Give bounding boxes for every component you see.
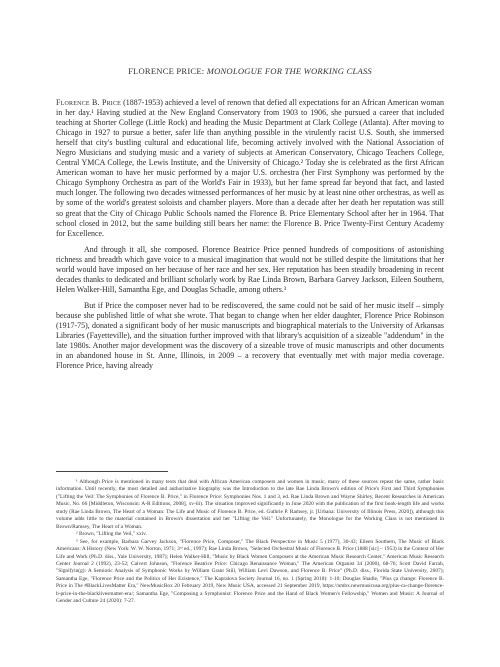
running-head-title: MONOLOGUE FOR THE WORKING CLASS: [206, 66, 372, 76]
body-text: [56, 98, 444, 377]
running-head-prefix: FLORENCE PRICE:: [128, 66, 207, 76]
paragraph-text: But if Price the composer never had to be rediscovered, the same could not be said of her music itself – simply because she published little of what she wrote. That began to change when her elder daughter, Florence Price Robinson (1917-75), donated a significant body of her music manuscripts and biographical materials to the University of Arkansas Libraries (Fayetteville), and the situation further improved with that library's acquisition of a sizeable "addendum" in the late 1980s. Another major development was the discovery of a sizeable trove of music manuscripts and other documents in an abandoned house in St. Anne, Illinois, in 2009 – a recovery that eventually met with major media coverage. Florence Price, having already: [56, 300, 444, 371]
footnote: ³ See, for example, Barbara Garvey Jackson, "Florence Price, Composer," The Black Perspective in Music 5 (1977), 30-43; Eileen Southern, The Music of Black Americans: A History (New York: W. W. Norton, 1971; 3ʳᵈ ed., 1997); Rae Linda Brown, "Selected Orchestral Music of Florence B. Price (1888 [sic] – 1953) in the Context of Her Life and Work (Ph.D. diss., Yale University, 1987); Helen Walker-Hill, "Music by Black Women Composers at the American Music Research Center," American Music Research Center Journal 2 (1992), 23-52; Calvert Johnson, "Florence Beatrice Price: Chicago Renaissance Woman," The American Organist 34 (2000), 68-76; Scott David Farrah, "Signifyin(g): A Semiotic Analysis of Symphonic Works by William Grant Still, William Levi Dawson, and Florence B. Price" (Ph.D. diss., Florida State University, 2007); Samantha Ege, "Florence Price and the Politics of Her Existence," The Kapralova Society Journal 16, no. 1 (Spring 2018): 1-10; Douglas Shadle, "Plus ça change: Florence B. Price in The #BlackLivesMatter Era," NewMusicBox 20 February 2019, New Music USA, accessed 21 September 2019, https://nmbx.newmusicusa.org/plus-ca-change-florence-b-price-in-the-blacklivesmatter-era/; Samantha Ege, "Composing a Symphonist: Florence Price and the Hand of Black Women's Fellowship," Women and Music: A Journal of Gender and Culture 24 (2020): 7-27.: [56, 538, 444, 605]
paragraph-text: And through it all, she composed. Florence Beatrice Price penned hundreds of compositions of astonishing richness and breadth which gave voice to a musical imagination that would not be stilled despite the limitations that her world would have imposed on her because of her race and her sex. Her reputation has been steadily broadening in recent decades thanks to dedicated and brilliant scholarly work by Rae Linda Brown, Barbara Garvey Jackson, Eileen Southern, Helen Walker-Hill, Samantha Ege, and Douglas Schadle, among others.³: [56, 244, 444, 294]
paragraph-text: (1887-1953) achieved a level of renown that defied all expectations for an African American woman in her day.¹ Having studied at the New England Conservatory from 1903 to 1906, she pursued a career that included teaching at Shorter College (Little Rock) and heading the Music Department at Clark College (Atlanta). After moving to Chicago in 1927 to pursue a better, safer life than anything possible in the virulently racist U.S. South, she immersed herself that city's bustling cultural and educational life, becoming actively involved with the National Association of Negro Musicians and studying music and a variety of subjects at American Conservatory, Chicago Teachers College, Central YMCA College, the Lewis Institute, and the University of Chicago.² Today she is celebrated as the first African American woman to have her music performed by a major U.S. orchestra (her First Symphony was performed by the Chicago Symphony Orchestra as part of the World's Fair in 1933), but her fame spread far beyond that fact, and lasted much longer. The following two decades witnessed performances of her music by at least nine other orchestras, as well as by some of the world's greatest soloists and chamber players. More than a decade after her death her reputation was still so great that the City of Chicago Public Schools named the Florence B. Price Elementary School after her in 1964. That school closed in 2012, but the same building still bears her name: the Florence B. Price Twenty-First Century Academy for Excellence.: [56, 98, 445, 238]
paragraph-lead: Florence B. Price: [56, 98, 122, 107]
footnote: ¹ Although Price is mentioned in many texts that deal with African American composers and women in music, many of these sources repeat the same, rather basic information. Until recently, the most detailed and authoritative biography was the Introduction to the late Rae Linda Brown's edition of Price's First and Third Symphonies ("Lifting the Veil: The Symphonies of Florence B. Price," in Florence Price: Symphonies Nos. 1 and 3, ed. Rae Linda Brown and Wayne Shirley, Recent Researches in American Music, No. 66 [Middleton, Wisconsin: A-R Editions, 2008], xv-lii). The situation improved significantly in June 2020 with the publication of the first book-length life and works study (Rae Linda Brown, The Heart of a Woman: The Life and Music of Florence B. Price, ed. Guthrie P. Ramsey, jr. [Urbana: University of Illinois Press, 2020]), although this volume adds little to the material contained in Brown's dissertation and her "Lifting the Veil." Unfortunately, the Monologue for the Working Class is not mentioned in Brown/Ramsey, The Heart of a Woman.: [56, 479, 444, 530]
paragraph: [56, 98, 444, 239]
footnote-rule: [56, 471, 168, 472]
footnotes: [56, 479, 444, 606]
footnote: ² Brown, "Lifting the Veil," xxiv.: [76, 531, 147, 538]
paragraph: [56, 301, 444, 371]
running-head: [56, 66, 444, 76]
paragraph: [56, 245, 444, 295]
